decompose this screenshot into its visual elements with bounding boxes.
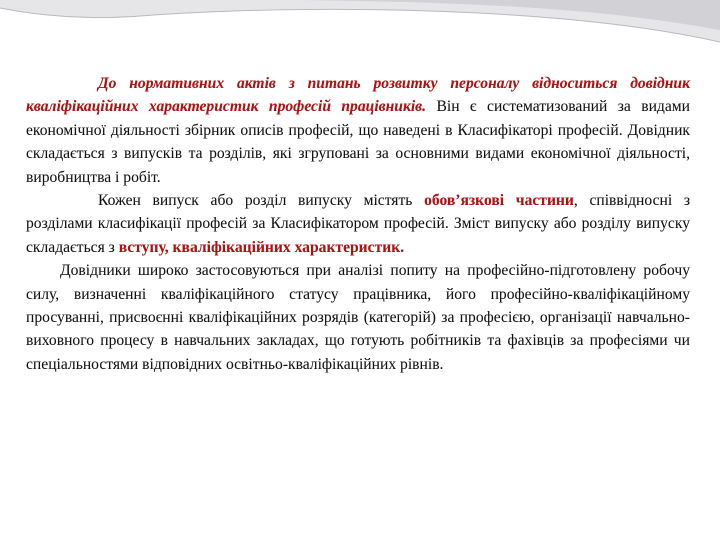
paragraph-1-text: Він є систематизований за видами економічної діяльності збірник описів професій, що наведені в Класифікаторі професій. Довідник складається з випусків та розділів, які згруповані за основними видами економічної діяльності, виробництва і робіт. xyxy=(26,98,691,186)
paragraph-2-text-a: Кожен випуск або розділ випуску містять xyxy=(98,192,425,210)
paragraph-1 xyxy=(26,72,690,189)
paragraph-3-text: Довідники широко застосовуються при аналізі попиту на професійно-підготовлену робочу силу, визначенні кваліфікаційного статусу працівника, його професійно-кваліфікаційному просуванні, присвоєнні кваліфікаційних розрядів (категорій) за професією, організації навчально-виховного процесу в навчальних закладах, що готують робітників та фахівців за професіями чи спеціальностями відповідних освітньо-кваліфікаційних рівнів. xyxy=(26,262,690,373)
decorative-swoosh xyxy=(0,0,720,60)
paragraph-2-text-b: , співвідносні з розділами класифікації професій за Класифікатором професій. Зміст випуску або розділу випуску складається з xyxy=(26,192,690,256)
highlight-definition: До нормативних актів з питань розвитку персоналу відноситься довідник кваліфікаційних характеристик професій працівників. xyxy=(26,75,690,116)
paragraph-3 xyxy=(26,259,690,376)
highlight-introduction: вступу, кваліфікаційних характеристик. xyxy=(118,238,405,256)
highlight-mandatory-parts: обов’язкові частини xyxy=(424,192,574,210)
document-body xyxy=(26,72,690,376)
paragraph-2 xyxy=(26,189,690,259)
